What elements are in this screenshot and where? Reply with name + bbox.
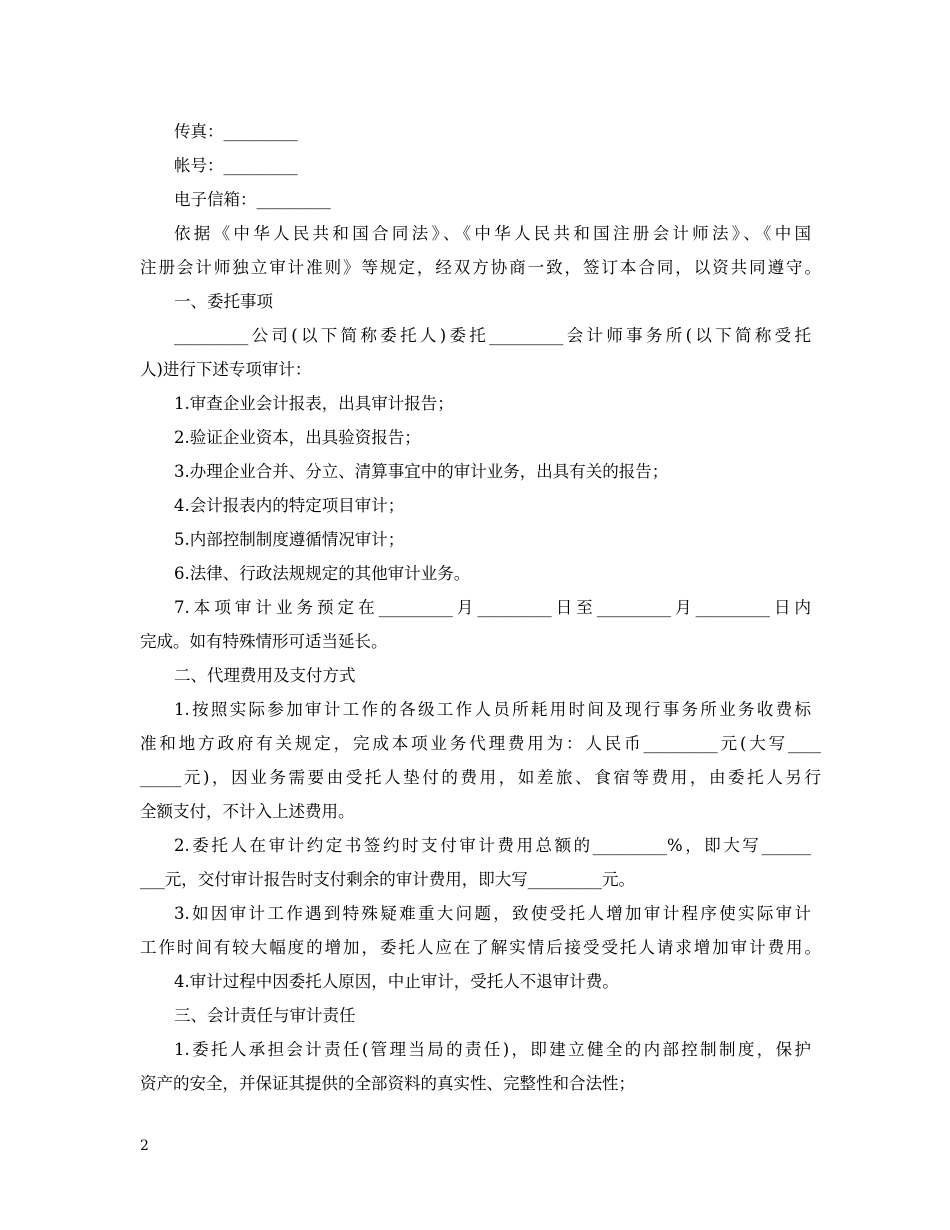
- paragraph-line: ___元，交付审计报告时支付剩余的审计费用，即大写_________元。: [140, 870, 635, 889]
- list-item: 1.委托人承担会计责任(管理当局的责任)，即建立健全的内部控制制度，保护: [174, 1040, 811, 1059]
- list-item: 4.审计过程中因委托人原因，中止审计，受托人不退审计费。: [174, 972, 619, 991]
- section-heading: 三、会计责任与审计责任: [174, 1006, 356, 1025]
- list-item: 1.审查企业会计报表，出具审计报告；: [174, 394, 454, 413]
- list-item: 3.如因审计工作遇到特殊疑难重大问题，致使受托人增加审计程序使实际审计: [174, 904, 811, 923]
- section-heading: 一、委托事项: [174, 292, 273, 311]
- paragraph-line: 注册会计师独立审计准则》等规定，经双方协商一致，签订本合同，以资共同遵守。: [140, 258, 821, 277]
- paragraph-line: 依据《中华人民共和国合同法》、《中华人民共和国注册会计师法》、《中国: [174, 224, 811, 243]
- paragraph-line: 准和地方政府有关规定，完成本项业务代理费用为：人民币_________元(大写____: [140, 734, 821, 753]
- paragraph-line: _________公司(以下简称委托人)委托_________会计师事务所(以下简称受托: [174, 326, 811, 345]
- paragraph-line: 工作时间有较大幅度的增加，委托人应在了解实情后接受受托人请求增加审计费用。: [140, 938, 821, 957]
- account-line: 帐号：_________: [174, 156, 298, 175]
- page-number: 2: [140, 1138, 149, 1154]
- fax-line: 传真：_________: [174, 122, 298, 141]
- paragraph-line: 人)进行下述专项审计：: [140, 360, 312, 379]
- list-item: 2.委托人在审计约定书签约时支付审计费用总额的_________%，即大写______: [174, 836, 811, 855]
- list-item: 4.会计报表内的特定项目审计；: [174, 496, 405, 515]
- list-item: 1.按照实际参加审计工作的各级工作人员所耗用时间及现行事务所业务收费标: [174, 700, 811, 719]
- list-item: 5.内部控制制度遵循情况审计；: [174, 530, 405, 549]
- paragraph-line: 全额支付，不计入上述费用。: [140, 802, 355, 821]
- paragraph-line: 完成。如有特殊情形可适当延长。: [140, 632, 388, 651]
- paragraph-line: _____元)，因业务需要由受托人垫付的费用，如差旅、食宿等费用，由委托人另行: [140, 768, 821, 787]
- list-item: 7.本项审计业务预定在_________月_________日至_________月_________日内: [174, 598, 811, 617]
- email-line: 电子信箱：_________: [174, 190, 331, 209]
- section-heading: 二、代理费用及支付方式: [174, 666, 356, 685]
- paragraph-line: 资产的安全，并保证其提供的全部资料的真实性、完整性和合法性；: [140, 1074, 635, 1093]
- list-item: 2.验证企业资本，出具验资报告；: [174, 428, 421, 447]
- list-item: 3.办理企业合并、分立、清算事宜中的审计业务，出具有关的报告；: [174, 462, 669, 481]
- list-item: 6.法律、行政法规规定的其他审计业务。: [174, 564, 471, 583]
